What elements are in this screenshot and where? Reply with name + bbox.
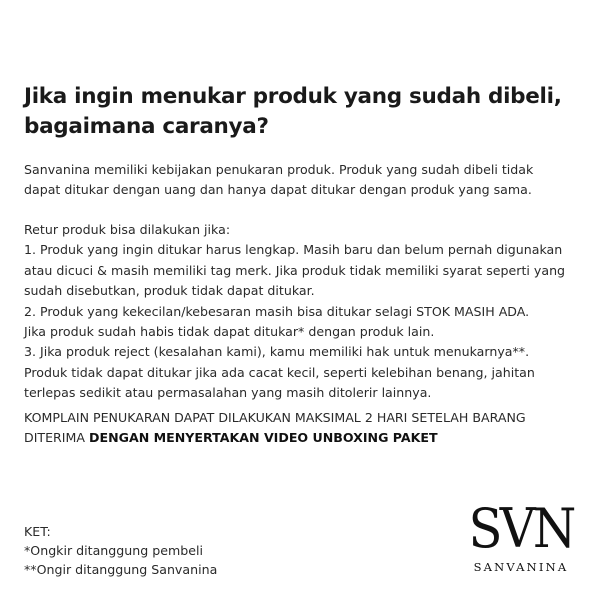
notice-line-2 <box>24 428 584 448</box>
footnote-label: KET: <box>24 524 51 539</box>
logo-monogram: SVN <box>468 497 574 560</box>
rule-line: 1. Produk yang ingin ditukar harus lengkap. Masih baru dan belum pernah digunakan <box>24 242 563 258</box>
complaint-notice <box>24 408 584 449</box>
footnote-1: *Ongkir ditanggung pembeli <box>24 543 203 559</box>
notice-line-2-prefix: DITERIMA <box>24 430 90 446</box>
rules-lead: Retur produk bisa dilakukan jika: <box>24 222 231 237</box>
rule-line: terlepas sedikit atau permasalahan yang masih ditolerir lainnya. <box>24 385 432 401</box>
title-line-2: bagaimana caranya? <box>24 114 269 139</box>
title-line-1: Jika ingin menukar produk yang sudah dibeli, <box>24 84 562 109</box>
rule-line: Produk tidak dapat ditukar jika ada cacat kecil, seperti kelebihan benang, jahitan <box>24 364 535 380</box>
intro-line-1: Sanvanina memiliki kebijakan penukaran produk. Produk yang sudah dibeli tidak <box>24 162 534 177</box>
rule-line: sudah disebutkan, produk tidak dapat ditukar. <box>24 283 315 299</box>
page-title <box>24 82 584 142</box>
notice-line-1: KOMPLAIN PENUKARAN DAPAT DILAKUKAN MAKSIMAL 2 HARI SETELAH BARANG <box>24 410 526 425</box>
brand-logo <box>462 497 580 580</box>
rule-line: 3. Jika produk reject (kesalahan kami), kamu memiliki hak untuk menukarnya**. <box>24 344 530 360</box>
footnotes <box>24 522 217 580</box>
intro-paragraph <box>24 160 584 201</box>
rule-line: atau dicuci & masih memiliki tag merk. Jika produk tidak memiliki syarat seperti yang <box>24 262 566 278</box>
rule-line: 2. Produk yang kekecilan/kebesaran masih bisa ditukar selagi STOK MASIH ADA. <box>24 303 530 319</box>
rule-line: Jika produk sudah habis tidak dapat ditukar* dengan produk lain. <box>24 324 435 340</box>
intro-line-2: dapat ditukar dengan uang dan hanya dapat ditukar dengan produk yang sama. <box>24 182 532 198</box>
footnote-2: **Ongir ditanggung Sanvanina <box>24 562 218 578</box>
notice-emphasis: DENGAN MENYERTAKAN VIDEO UNBOXING PAKET <box>89 430 438 446</box>
logo-wordmark: SANVANINA <box>473 560 569 574</box>
return-rules <box>24 220 584 404</box>
